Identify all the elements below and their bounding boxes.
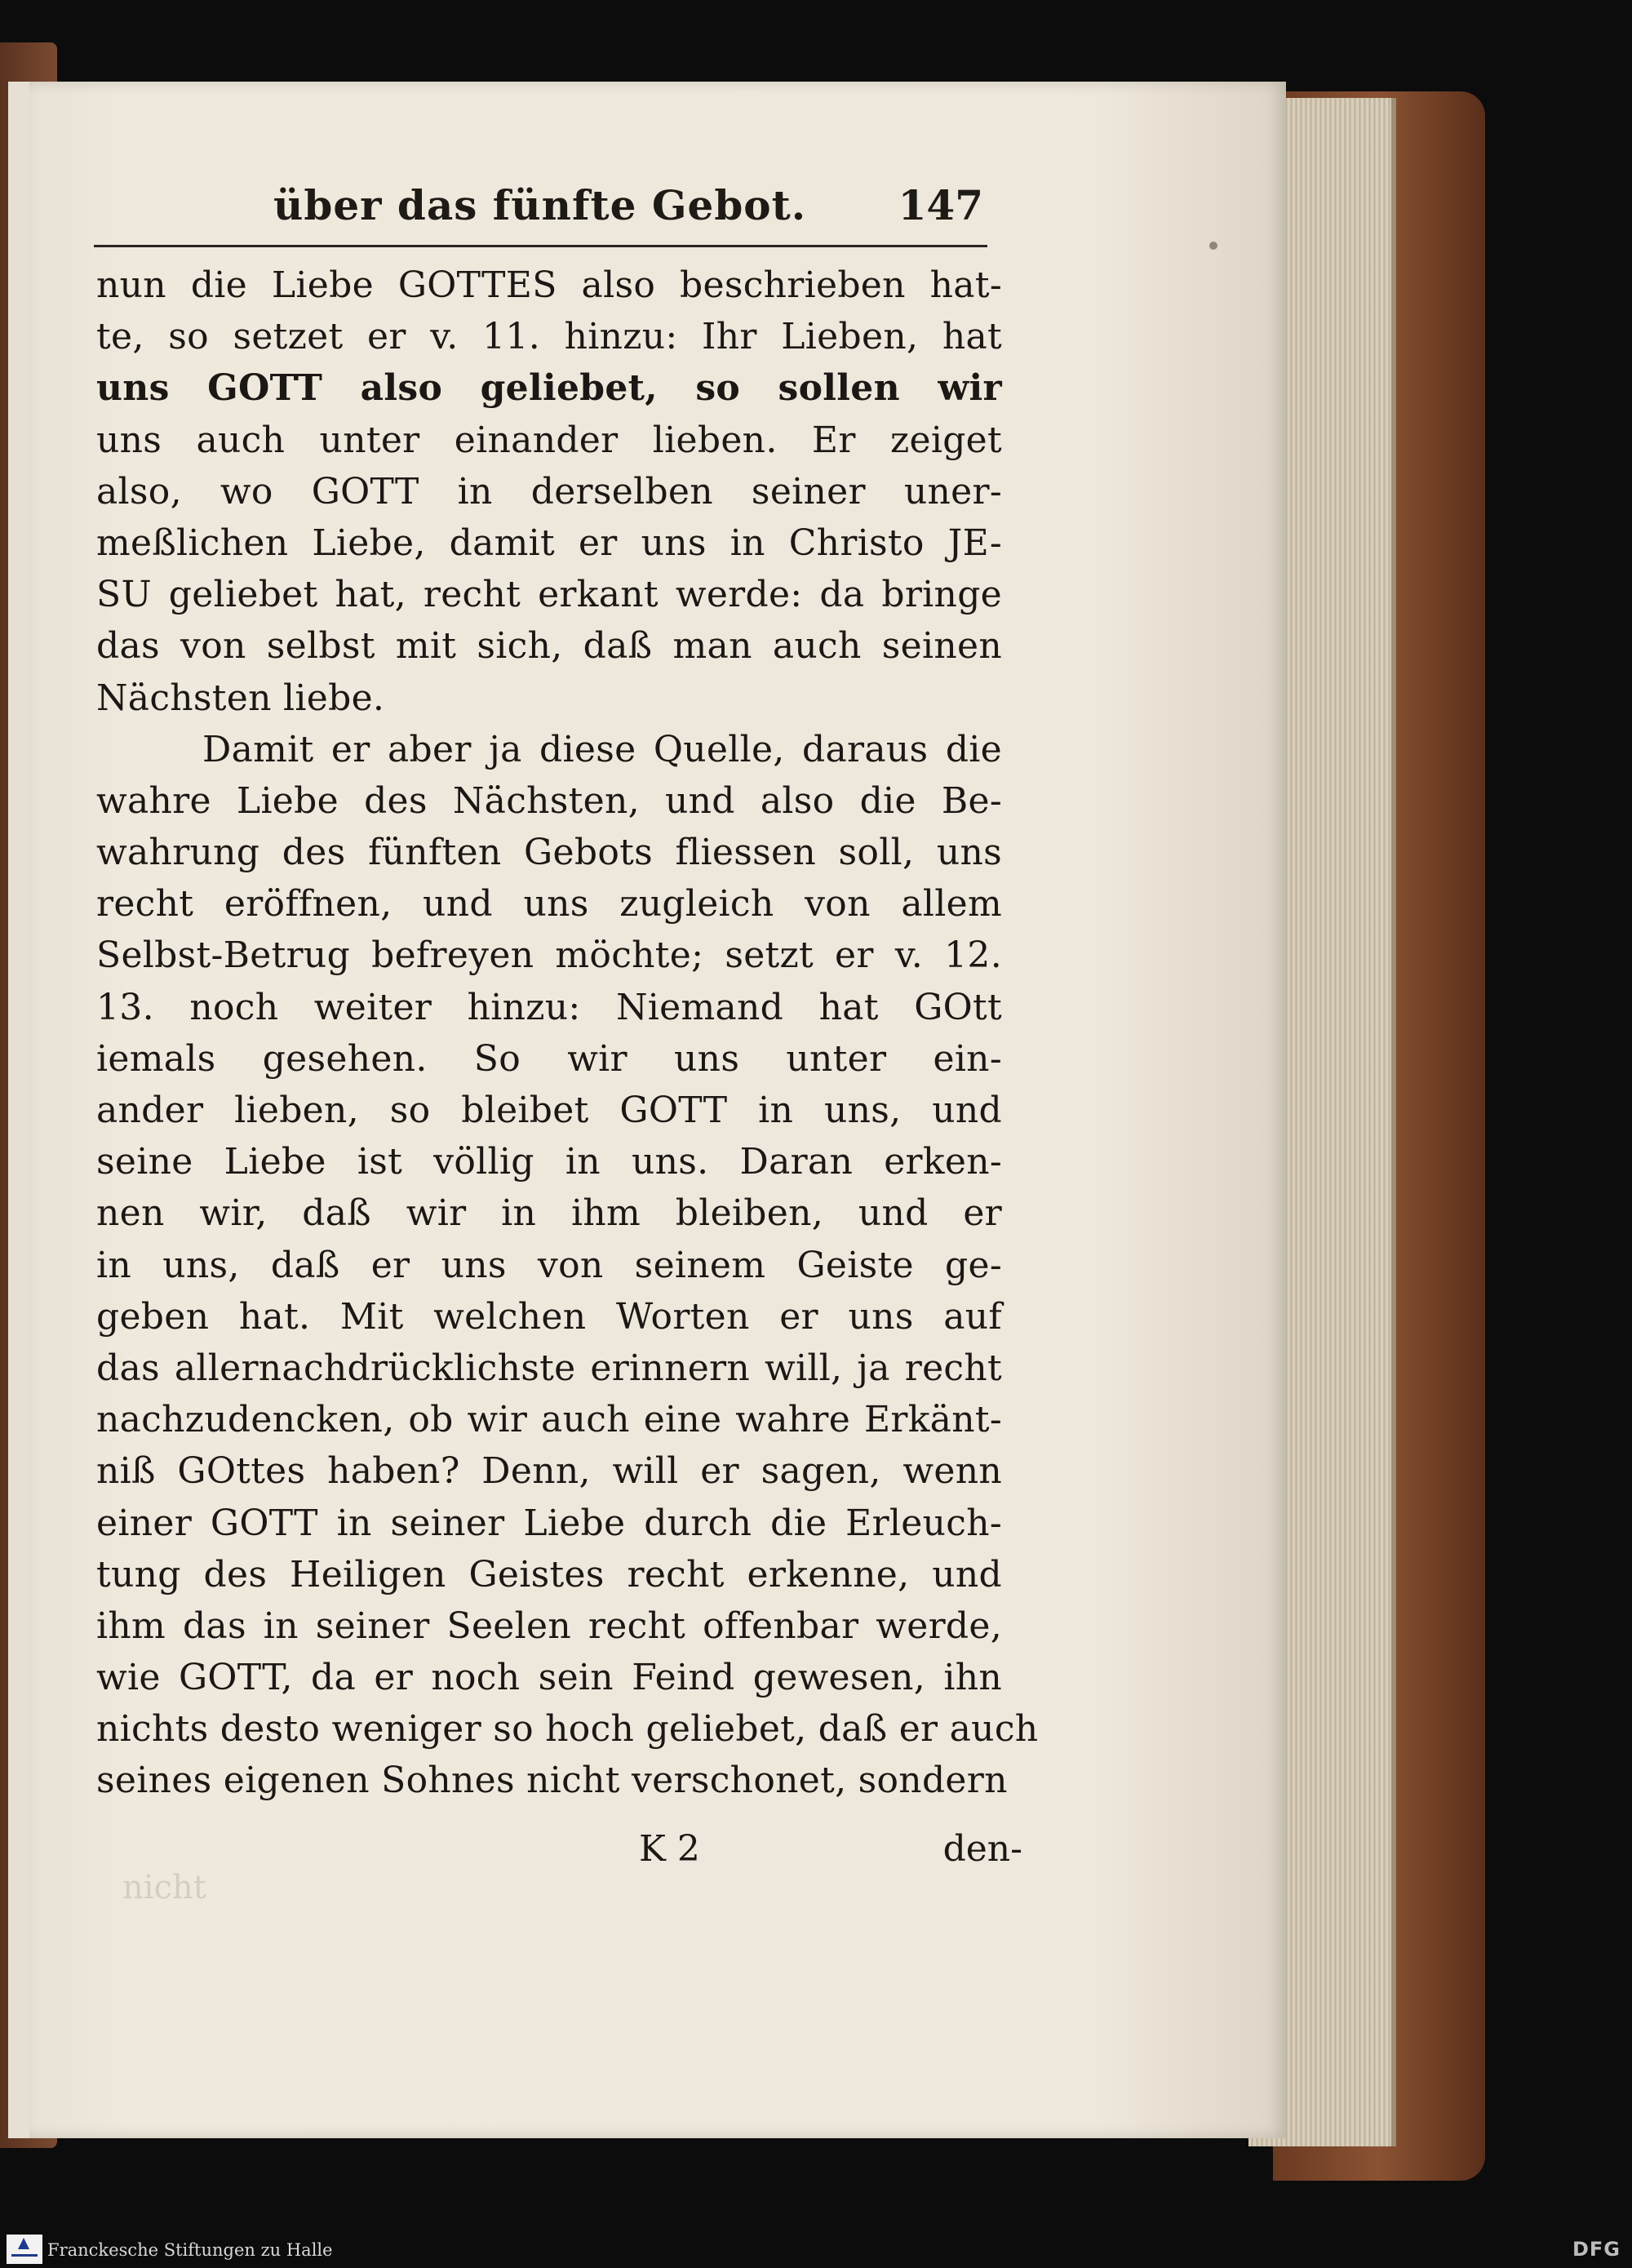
text-line: das von selbst mit sich, daß man auch seinen [96, 625, 1002, 668]
text-line: nen wir, daß wir in ihm bleiben, und er [96, 1192, 1002, 1235]
page-number: 147 [898, 181, 983, 229]
text-line: tung des Heiligen Geistes recht erkenne, und [96, 1553, 1002, 1596]
dfg-logo: DFG [1572, 2238, 1621, 2261]
text-line: iemals gesehen. So wir uns unter ein- [96, 1037, 1002, 1080]
text-line: ander lieben, so bleibet GOTT in uns, und [96, 1090, 1002, 1131]
text-line: Selbst-Betrug befreyen möchte; setzt er v. 12. [96, 934, 1002, 977]
text-line: uns auch unter einander lieben. Er zeiget [96, 419, 1002, 461]
institution-credit: Franckesche Stiftungen zu Halle [47, 2240, 333, 2260]
text-line: wahrung des fünften Gebots fliessen soll, uns [96, 832, 1002, 874]
text-line: das allernachdrücklichste erinnern will, ja recht [96, 1347, 1002, 1389]
body-text [96, 260, 1039, 1807]
text-line: meßlichen Liebe, damit er uns in Christo JE- [96, 522, 1002, 564]
text-line: nichts desto weniger so hoch geliebet, daß er auch [96, 1708, 1039, 1751]
text-line: also, wo GOTT in derselben seiner uner- [96, 470, 1002, 513]
text-line: wahre Liebe des Nächsten, und also die Be- [96, 779, 1002, 822]
text-line: seine Liebe ist völlig in uns. Daran erken- [96, 1141, 1002, 1183]
text-line: niß GOttes haben? Denn, will er sagen, wenn [96, 1450, 1002, 1493]
signature-mark: K 2 [639, 1828, 700, 1870]
text-line: geben hat. Mit welchen Worten er uns auf [96, 1295, 1002, 1338]
text-line: uns GOTT also geliebet, so sollen wir [96, 367, 1002, 410]
text-line: SU geliebet hat, recht erkant werde: da bringe [96, 574, 1002, 616]
text-line: nun die Liebe GOTTES also beschrieben hat- [96, 264, 1002, 306]
text-line: einer GOTT in seiner Liebe durch die Erleuch- [96, 1502, 1002, 1544]
show-through-text: nicht [122, 1869, 206, 1906]
logo-mark-icon [18, 2238, 29, 2249]
text-line: ihm das in seiner Seelen recht offenbar werde, [96, 1604, 1002, 1647]
text-line: wie GOTT, da er noch sein Feind gewesen, ihn [96, 1657, 1002, 1699]
catchword: den- [942, 1828, 1022, 1870]
logo-bar-icon [11, 2254, 38, 2257]
text-line: 13. noch weiter hinzu: Niemand hat GOtt [96, 986, 1002, 1028]
running-title: über das fünfte Gebot. [273, 181, 807, 229]
page-footer [96, 1828, 1022, 1877]
text-line: nachzudencken, ob wir auch eine wahre Erkänt- [96, 1399, 1002, 1441]
text-line: te, so setzet er v. 11. hinzu: Ihr Lieben, hat [96, 316, 1002, 358]
text-line: Nächsten liebe. [96, 677, 385, 719]
paper-spot [1209, 242, 1217, 250]
header-rule [94, 245, 987, 247]
text-line: seines eigenen Sohnes nicht verschonet, sondern [96, 1760, 1008, 1802]
page-header [273, 181, 983, 238]
text-line: Damit er aber ja diese Quelle, daraus die [202, 728, 1002, 770]
text-line: recht eröffnen, und uns zugleich von allem [96, 883, 1002, 925]
institution-logo [7, 2235, 42, 2264]
text-line: in uns, daß er uns von seinem Geiste ge- [96, 1244, 1002, 1286]
